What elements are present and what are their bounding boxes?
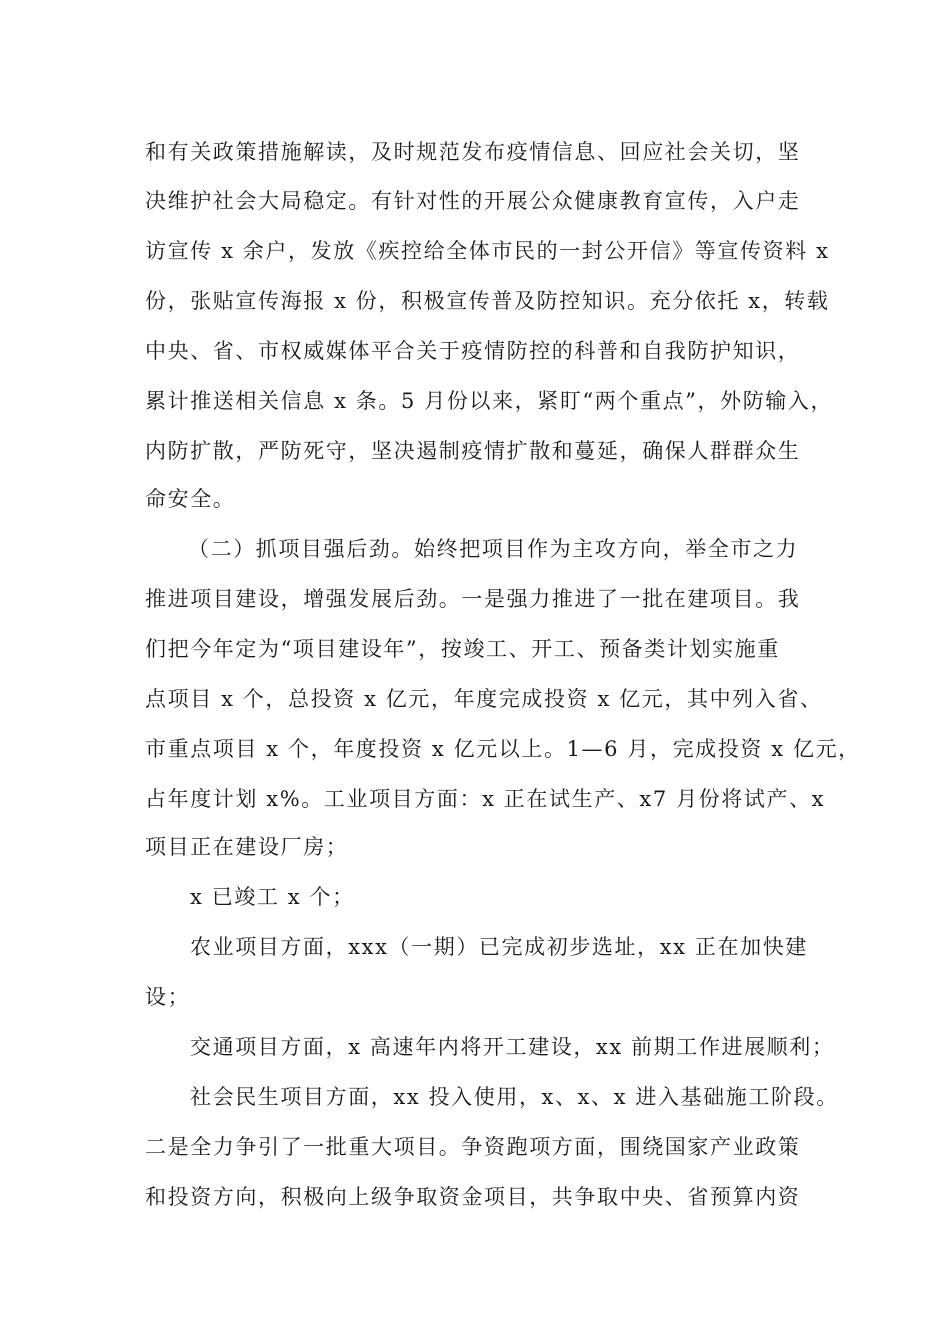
text-line: x 已竣工 x 个； [190,885,355,909]
text-line: 和投资方向，积极向上级争取资金项目，共争取中央、省预算内资 [145,1185,801,1209]
text-line: 设； [145,985,191,1009]
text-line: 点项目 x 个，总投资 x 亿元，年度完成投资 x 亿元，其中列入省、 [145,687,823,711]
text-line: 中央、省、市权威媒体平合关于疫情防控的科普和自我防护知识， [145,339,801,363]
text-line: 市重点项目 x 个，年度投资 x 亿元以上。1—6 月，完成投资 x 亿元， [145,737,861,761]
text-line: 访宣传 x 余户，发放《疾控给全体市民的一封公开信》等宣传资料 x [145,239,830,263]
text-line: 和有关政策措施解读，及时规范发布疫情信息、回应社会关切，坚 [145,140,801,164]
text-line: 内防扩散，严防死守，坚决遏制疫情扩散和蔓延，确保人群群众生 [145,439,801,463]
text-line: 项目正在建设厂房； [145,835,349,859]
text-line: 们把今年定为“项目建设年”，按竣工、开工、预备类计划实施重 [145,637,780,661]
text-line: 二是全力争引了一批重大项目。争资跑项方面，围绕国家产业政策 [145,1135,801,1159]
paragraph-heading: （二）抓项目强后劲。始终把项目作为主攻方向，举全市之力 [188,537,799,561]
text-line: 推进项目建设，增强发展后劲。一是强力推进了一批在建项目。我 [145,587,801,611]
text-line: 交通项目方面，x 高速年内将开工建设，xx 前期工作进展顺利； [190,1035,835,1059]
text-line: 农业项目方面，xxx（一期）已完成初步选址，xx 正在加快建 [190,935,808,959]
text-line: 占年度计划 x%。工业项目方面：x 正在试生产、x7 月份将试产、x [145,787,826,811]
text-line: 命安全。 [145,487,236,511]
text-line: 累计推送相关信息 x 条。5 月份以来，紧盯“两个重点”，外防输入， [145,389,834,413]
text-line: 社会民生项目方面，xx 投入使用，x、x、x 进入基础施工阶段。 [190,1085,839,1109]
text-line: 决维护社会大局稳定。有针对性的开展公众健康教育宣传，入户走 [145,189,801,213]
text-line: 份，张贴宣传海报 x 份，积极宣传普及防控知识。充分依托 x，转载 [145,289,830,313]
